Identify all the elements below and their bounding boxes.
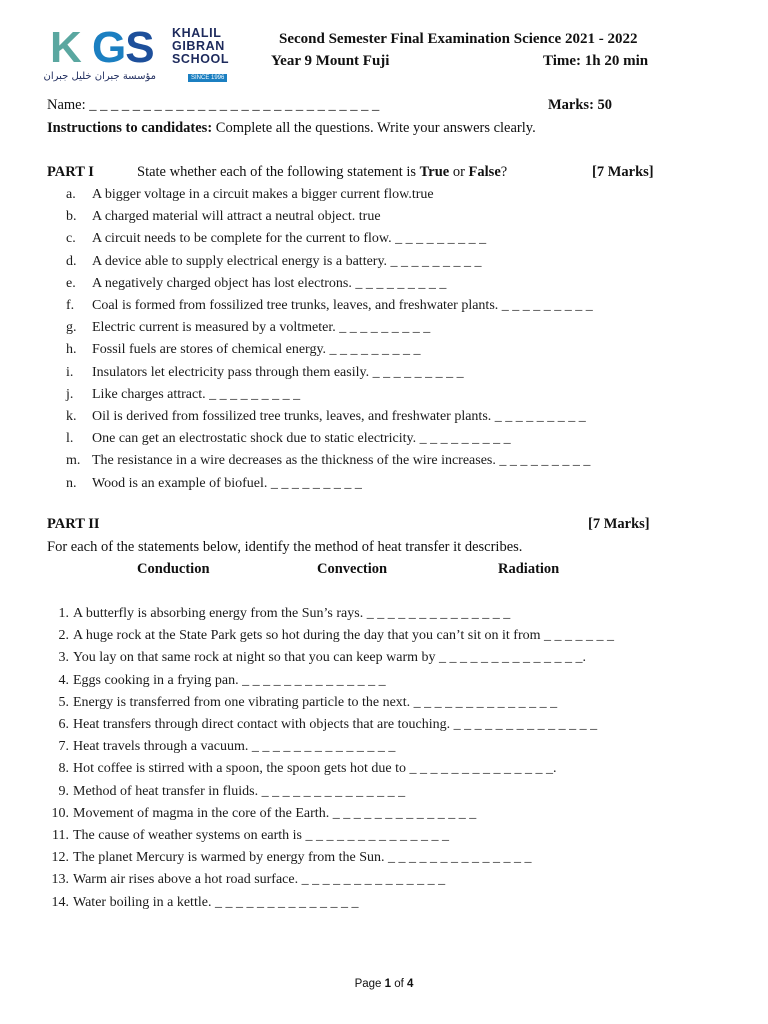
since-badge: SINCE 1996 (188, 74, 227, 82)
exam-title: Second Semester Final Examination Science 2021 - 2022 (279, 31, 638, 47)
or-word: or (449, 164, 469, 180)
question-item (66, 298, 593, 314)
question-text[interactable]: Insulators let electricity pass through them easily. _ _ _ _ _ _ _ _ _ (92, 364, 464, 380)
question-text[interactable]: One can get an electrostatic shock due to static electricity. _ _ _ _ _ _ _ _ _ (92, 431, 511, 447)
page-footer (0, 978, 768, 990)
instructions (47, 120, 536, 137)
question-text[interactable]: Wood is an example of biofuel. _ _ _ _ _ _ _ _ _ (92, 475, 362, 491)
question-label: b. (66, 209, 77, 225)
question-item (66, 431, 511, 447)
question-label: 3. (58, 650, 69, 666)
page-word: Page (354, 978, 385, 990)
part1-prompt-text: State whether each of the following statement is (137, 164, 420, 180)
question-item (66, 476, 362, 492)
question-label: 14. (51, 894, 69, 910)
question-label: e. (66, 275, 76, 291)
question-label: n. (66, 475, 77, 491)
question-item (66, 276, 446, 292)
question-item (45, 673, 386, 689)
question-label: d. (66, 253, 77, 269)
question-item (45, 717, 597, 733)
school-logo (43, 24, 240, 88)
part2-title: PART II (47, 516, 100, 532)
method-convection: Convection (317, 561, 388, 577)
question-item (45, 761, 556, 777)
question-item (45, 872, 445, 888)
question-item (66, 187, 434, 203)
question-label: 1. (58, 606, 69, 621)
question-item (45, 650, 586, 666)
question-item (45, 739, 395, 755)
question-label: 2. (58, 628, 69, 644)
question-label: a. (66, 187, 76, 202)
question-item (45, 628, 614, 644)
question-text[interactable]: Energy is transferred from one vibrating particle to the next. _ _ _ _ _ _ _ _ _ _ _ _ _ _ (73, 694, 558, 710)
class-label: Year 9 Mount Fuji (271, 53, 390, 69)
question-label: c. (66, 231, 76, 247)
question-item (66, 409, 586, 425)
question-text[interactable]: A negatively charged object has lost electrons. _ _ _ _ _ _ _ _ _ (92, 275, 447, 291)
question-label: k. (66, 409, 77, 424)
page-number: 1 (384, 978, 392, 990)
question-text[interactable]: Eggs cooking in a frying pan. _ _ _ _ _ _ _ _ _ _ _ _ _ _ (73, 672, 386, 688)
logo-letter-g: G (92, 24, 126, 70)
question-text[interactable]: A device able to supply electrical energy is a battery. _ _ _ _ _ _ _ _ _ (92, 253, 482, 269)
question-label: 9. (58, 783, 69, 799)
question-text[interactable]: Warm air rises above a hot road surface. _ _ _ _ _ _ _ _ _ _ _ _ _ _ (73, 872, 446, 888)
question-item (45, 895, 358, 911)
question-label: 7. (58, 739, 69, 755)
question-item (66, 254, 482, 270)
of-word: of (391, 978, 408, 990)
arabic-school-name: مؤسسة جبران خليل جبران (43, 71, 156, 82)
question-text[interactable]: Heat transfers through direct contact with objects that are touching. _ _ _ _ _ _ _ _ _ _ _ _ _ _ (73, 717, 598, 732)
school-name-line: SCHOOL (172, 52, 230, 66)
question-text[interactable]: Coal is formed from fossilized tree trunks, leaves, and freshwater plants. _ _ _ _ _ _ _ _ _ (92, 298, 593, 313)
question-item (66, 365, 464, 381)
question-text[interactable]: Movement of magma in the core of the Earth. _ _ _ _ _ _ _ _ _ _ _ _ _ _ (73, 805, 477, 821)
question-item (45, 806, 476, 822)
question-item (45, 828, 449, 844)
question-label: g. (66, 320, 77, 336)
question-item (66, 231, 486, 247)
question-text[interactable]: Method of heat transfer in fluids. _ _ _ _ _ _ _ _ _ _ _ _ _ _ (73, 783, 406, 799)
instructions-label: Instructions to candidates: (47, 120, 213, 136)
name-field[interactable]: Name: _ _ _ _ _ _ _ _ _ _ _ _ _ _ _ _ _ _ _ _ _ _ _ _ _ _ _ (47, 97, 380, 113)
instructions-text: Complete all the questions. Write your answers clearly. (212, 120, 536, 136)
question-item (66, 387, 300, 403)
part1-marks: [7 Marks] (592, 164, 654, 180)
part2-prompt: For each of the statements below, identify the method of heat transfer it describes. (47, 539, 523, 555)
question-label: 10. (51, 805, 69, 821)
question-text[interactable]: The cause of weather systems on earth is _ _ _ _ _ _ _ _ _ _ _ _ _ _ (73, 828, 449, 843)
question-label: l. (66, 431, 74, 447)
question-item (45, 850, 532, 866)
question-label: 11. (52, 828, 69, 843)
question-text[interactable]: Water boiling in a kettle. _ _ _ _ _ _ _ _ _ _ _ _ _ _ (73, 894, 359, 910)
question-text[interactable]: A huge rock at the State Park gets so hot during the day that you can’t sit on it from _ _ _ _ _ _ _ (73, 628, 614, 644)
question-label: f. (66, 298, 75, 313)
part1-title: PART I (47, 164, 94, 180)
question-text[interactable]: The resistance in a wire decreases as the thickness of the wire increases. _ _ _ _ _ _ _ _ _ (92, 453, 591, 469)
question-label: 8. (58, 761, 69, 777)
part1-prompt (137, 164, 507, 181)
kgs-logo-mark (50, 24, 170, 70)
true-word: True (419, 164, 450, 180)
question-text[interactable]: A circuit needs to be complete for the current to flow. _ _ _ _ _ _ _ _ _ (92, 231, 487, 247)
question-text[interactable]: Like charges attract. _ _ _ _ _ _ _ _ _ (92, 386, 301, 402)
logo-letter-k: K (50, 24, 81, 70)
question-text[interactable]: A bigger voltage in a circuit makes a bigger current flow.true (92, 187, 434, 202)
question-label: j. (66, 386, 74, 402)
question-text[interactable]: Fossil fuels are stores of chemical energy. _ _ _ _ _ _ _ _ _ (92, 342, 421, 358)
question-text[interactable]: Electric current is measured by a voltmeter. _ _ _ _ _ _ _ _ _ (92, 320, 431, 336)
question-label: 5. (58, 694, 69, 710)
question-text[interactable]: A butterfly is absorbing energy from the Sun’s rays. _ _ _ _ _ _ _ _ _ _ _ _ _ _ (73, 606, 511, 621)
question-label: 4. (58, 672, 69, 688)
question-item (45, 784, 405, 800)
total-marks: Marks: 50 (548, 97, 613, 113)
question-item (66, 320, 430, 336)
question-text[interactable]: A charged material will attract a neutral object. true (92, 209, 381, 225)
method-radiation: Radiation (498, 561, 560, 577)
question-item (66, 453, 590, 469)
question-item (66, 209, 381, 225)
question-item (45, 695, 557, 711)
question-label: 12. (51, 850, 69, 866)
question-label: h. (66, 342, 77, 358)
logo-letter-s: S (125, 24, 154, 70)
question-label: i. (66, 364, 74, 380)
question-text[interactable]: Heat travels through a vacuum. _ _ _ _ _ _ _ _ _ _ _ _ _ _ (73, 739, 396, 755)
school-name (172, 27, 229, 66)
question-item (66, 342, 421, 358)
method-conduction: Conduction (137, 561, 210, 577)
svg-text:K GS (50, 24, 154, 70)
prompt-end: ? (500, 164, 508, 180)
question-text[interactable]: The planet Mercury is warmed by energy from the Sun. _ _ _ _ _ _ _ _ _ _ _ _ _ _ (73, 850, 532, 866)
school-name-line: GIBRAN (172, 39, 225, 53)
exam-time: Time: 1h 20 min (543, 53, 649, 69)
question-text[interactable]: Hot coffee is stirred with a spoon, the spoon gets hot due to _ _ _ _ _ _ _ _ _ _ _ _ _ _. (73, 761, 557, 777)
false-word: False (468, 164, 501, 180)
question-text[interactable]: You lay on that same rock at night so that you can keep warm by _ _ _ _ _ _ _ _ _ _ _ _ _ _. (73, 650, 587, 666)
question-label: m. (66, 453, 81, 469)
part2-marks: [7 Marks] (588, 516, 650, 532)
question-label: 6. (58, 717, 69, 732)
school-name-line: KHALIL (172, 26, 222, 40)
question-text[interactable]: Oil is derived from fossilized tree trunks, leaves, and freshwater plants. _ _ _ _ _ _ _ _ _ (92, 409, 586, 424)
page-total: 4 (407, 978, 414, 990)
question-label: 13. (51, 872, 69, 888)
question-item (45, 606, 510, 622)
